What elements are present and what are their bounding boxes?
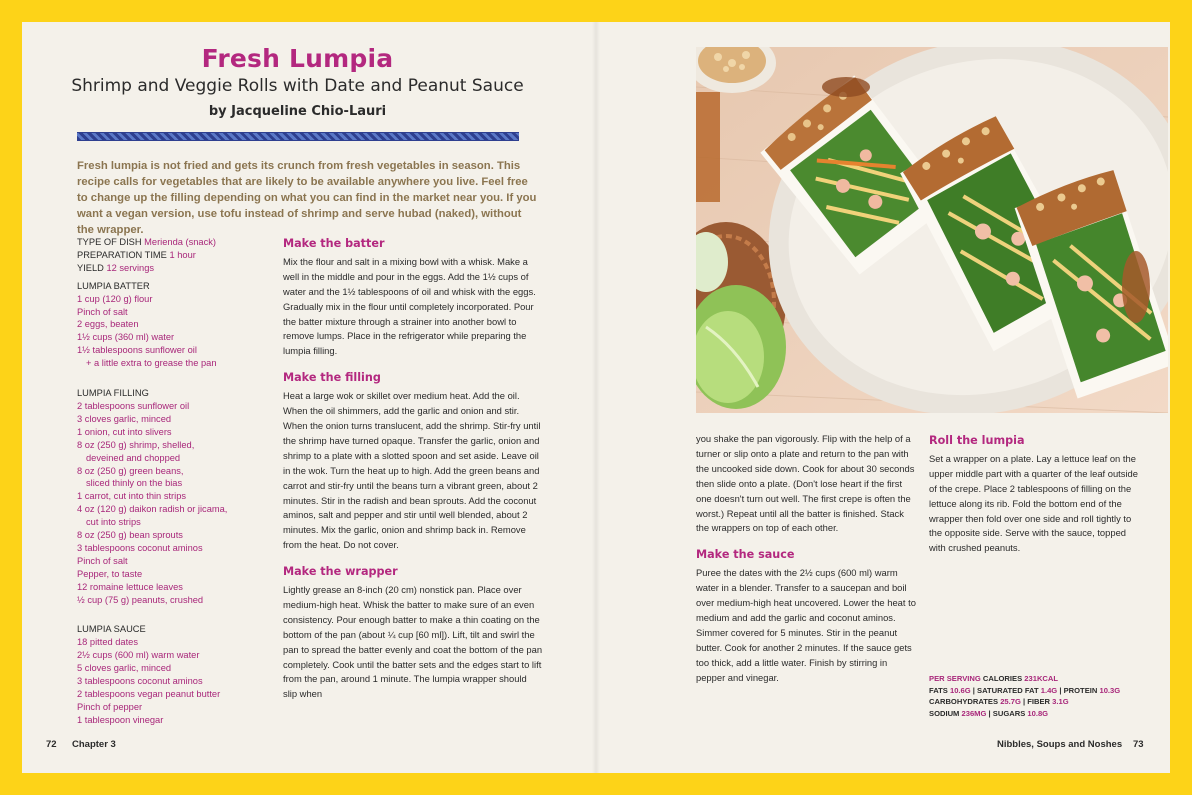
meta-prep-time: PREPARATION TIME 1 hour	[77, 249, 196, 260]
ingredient-item: 2½ cups (600 ml) warm water	[77, 650, 200, 661]
ingredient-item: 1½ tablespoons sunflower oil	[77, 345, 197, 356]
ingredient-item: 1 onion, cut into slivers	[77, 426, 172, 437]
ingredient-item: 2 tablespoons sunflower oil	[77, 400, 190, 411]
ingredient-item: Pinch of salt	[77, 306, 128, 317]
step-text-batter: Mix the flour and salt in a mixing bowl with a whisk. Make a well in the middle and pour in the eggs. Add the 1½ cups of water and the 1½ tablespoons of oil and whisk with the eggs. Gradually mix in the flour until completely incorporated. Pour the batter mixture through a strainer into another bowl to remove lumps. Place in the refrigerator while preparing the lumpia filling.	[283, 255, 536, 357]
ingredient-item: deveined and chopped	[86, 452, 181, 463]
ingredient-item: 2 eggs, beaten	[77, 319, 139, 330]
step-text-roll: Set a wrapper on a plate. Lay a lettuce leaf on the upper middle part with a quarter of the leaf outside of the crepe. Place 2 tablespoons of filling on the lettuce along its rib. Fold the bottom end of the wrapper then fold over one side and roll tightly to the opposite side. Serve with the sauce, topped with crushed peanuts.	[929, 452, 1138, 554]
ingredient-item: 1 tablespoon vinegar	[77, 714, 164, 725]
decorative-divider	[77, 132, 519, 141]
step-heading-roll: Roll the lumpia	[929, 434, 1025, 447]
ingredient-item: 18 pitted dates	[77, 637, 138, 648]
page-number-left: 72	[46, 739, 57, 750]
ingredient-item: 3 cloves garlic, minced	[77, 413, 172, 424]
nutrition-line-1: PER SERVING CALORIES 231KCAL	[929, 674, 1059, 683]
filling-label: LUMPIA FILLING	[77, 388, 149, 399]
step-text-filling: Heat a large wok or skillet over medium heat. Add the oil. When the oil shimmers, add the garlic and onion and stir. When the onion turns translucent, add the shrimp. Stir-fry until the shrimp have turned opaque. Transfer the garlic, onion and shrimp to a plate with a slotted spoon and set aside. Leave oil in the wok. Turn the heat up to high. Add the green beans and carrot and stir-fry until the beans turn a vibrant green, about 2 minutes. Stir in the radish and bean sprouts. Add the coconut aminos, salt and pepper and stir until well blended, about 2 minutes. Mix the garlic, onion and shrimp back in. Remove from the heat. Do not cover.	[283, 390, 541, 551]
recipe-intro: Fresh lumpia is not fried and gets its crunch from fresh vegetables in season. This recipe calls for vegetables that are likely to be available anywhere you live. Feel free to change up the filling depending on what you can find in the market near you. If you want a vegan version, use tofu instead of shrimp and serve hubad (naked), without the wrapper.	[77, 160, 537, 236]
recipe-byline: by Jacqueline Chio-Lauri	[208, 104, 387, 119]
step-text-sauce: Puree the dates with the 2½ cups (600 ml) warm water in a blender. Transfer to a saucepan and boil over medium-high heat uncovered. Lower the heat to medium and add the garlic and coconut aminos. Simmer covered for 5 minutes. Stir in the peanut butter. Cook for another 2 minutes. If the sauce gets too thick, add a little water. Finish by stirring in pepper and vinegar.	[696, 567, 916, 683]
recipe-title: Fresh Lumpia	[201, 44, 394, 73]
ingredient-item: 8 oz (250 g) bean sprouts	[77, 530, 183, 541]
ingredient-item: 2 tablespoons vegan peanut butter	[77, 689, 221, 699]
page-number-right: 73	[1133, 739, 1144, 750]
sauce-label: LUMPIA SAUCE	[77, 624, 146, 635]
step-heading-wrapper: Make the wrapper	[283, 565, 398, 579]
ingredient-item: 8 oz (250 g) green beans,	[77, 465, 184, 476]
ingredient-item: 3 tablespoons coconut aminos	[77, 676, 203, 687]
sauce-ingredients	[77, 636, 277, 726]
step-heading-sauce: Make the sauce	[696, 548, 795, 562]
ingredient-item: Pepper, to taste	[77, 568, 143, 579]
ingredient-item: cut into strips	[86, 517, 141, 528]
steps-column-right	[929, 434, 1141, 568]
book-spread	[22, 22, 1170, 773]
ingredient-item: 1 cup (120 g) flour	[77, 293, 153, 304]
ingredient-item: sliced thinly on the bias	[86, 478, 183, 489]
recipe-subtitle: Shrimp and Veggie Rolls with Date and Peanut Sauce	[71, 76, 524, 96]
nutrition-line-4: SODIUM 236MG | SUGARS 10.8G	[929, 708, 1049, 718]
ingredient-item: Pinch of salt	[77, 555, 128, 566]
ingredient-item: 8 oz (250 g) shrimp, shelled,	[77, 439, 195, 450]
meta-type: TYPE OF DISH Merienda (snack)	[77, 237, 216, 247]
batter-ingredients	[77, 293, 277, 370]
chapter-label: Chapter 3	[72, 739, 116, 750]
batter-label: LUMPIA BATTER	[77, 280, 150, 291]
left-page	[22, 22, 596, 773]
ingredient-item: 12 romaine lettuce leaves	[77, 581, 183, 592]
right-page	[596, 22, 1170, 773]
meta-yield: YIELD 12 servings	[77, 262, 155, 273]
ingredient-item: + a little extra to grease the pan	[86, 358, 217, 369]
ingredient-item: Pinch of pepper	[77, 701, 143, 712]
ingredient-item: 3 tablespoons coconut aminos	[77, 542, 203, 553]
nutrition-line-3: CARBOHYDRATES 25.7G | FIBER 3.1G	[929, 697, 1069, 706]
ingredients-column	[77, 236, 277, 727]
lumpia-photo	[696, 47, 1168, 413]
ingredient-item: 1 carrot, cut into thin strips	[77, 491, 187, 502]
step-text-wrapper-cont: you shake the pan vigorously. Flip with the help of a turner or slip onto a plate and return to the pan with the uncooked side down. Cook for about 30 seconds then slide onto a plate. (Don't lose heart if the first one doesn't turn out well. The first crepe is often the worst.) Repeat until all the batter is finished. Stack the wrappers on top of each other.	[696, 433, 915, 534]
steps-column-left	[283, 237, 543, 714]
steps-column-mid	[696, 432, 916, 698]
filling-ingredients	[77, 400, 277, 607]
nutrition-line-2: FATS 10.6G | SATURATED FAT 1.4G | PROTEIN 10.3G	[929, 685, 1121, 695]
nutrition-facts	[929, 673, 1159, 719]
step-heading-batter: Make the batter	[283, 237, 385, 250]
ingredient-item: 4 oz (120 g) daikon radish or jicama,	[77, 504, 228, 515]
step-text-wrapper: Lightly grease an 8-inch (20 cm) nonstick pan. Place over medium-high heat. Whisk the batter to make sure of an even consistency. Pour enough batter to make a thin coating on the bottom of the pan (about ¼ cup [60 ml]). Lift, tilt and swirl the pan to spread the batter evenly and coat the bottom of the pan completely. Cook until the batter sets and the edges start to lift from the pan, around 1 minute. The lumpia wrapper should slip when	[283, 584, 543, 700]
section-label: Nibbles, Soups and Noshes	[997, 739, 1123, 750]
step-heading-filling: Make the filling	[283, 371, 381, 385]
ingredient-item: 5 cloves garlic, minced	[77, 663, 172, 674]
ingredient-item: 1½ cups (360 ml) water	[77, 332, 175, 343]
ingredient-item: ½ cup (75 g) peanuts, crushed	[77, 594, 204, 605]
lumpia-photo-illustration	[696, 47, 1168, 413]
